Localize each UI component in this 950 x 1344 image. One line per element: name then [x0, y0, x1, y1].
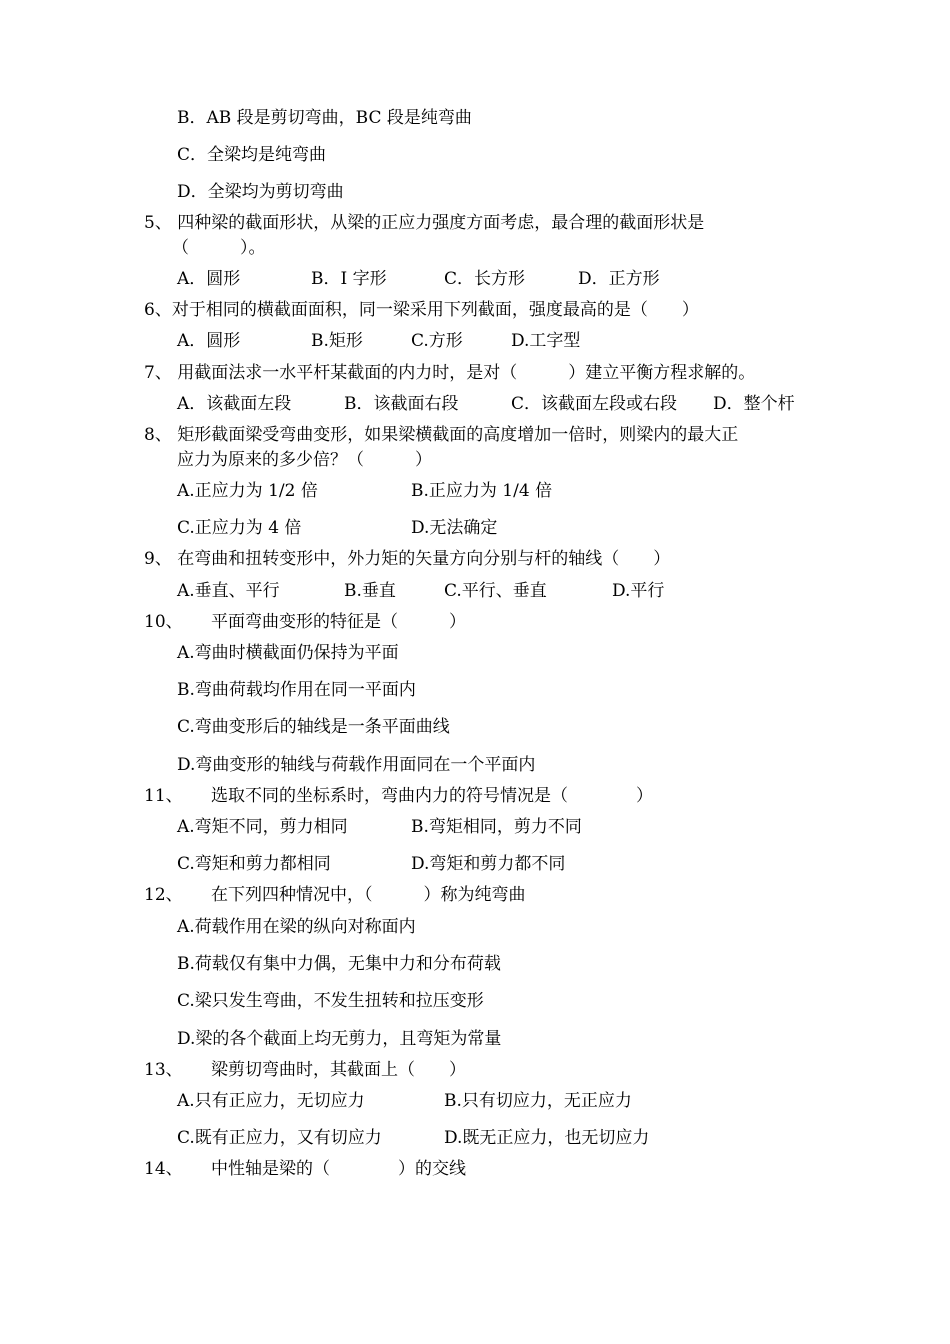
text-line: D.既无正应力，也无切应力: [444, 1128, 650, 1148]
text-line: B.弯矩相同，剪力不同: [411, 817, 582, 837]
text-line: C．长方形: [444, 269, 526, 289]
text-line: A.垂直、平行: [177, 581, 280, 601]
text-line: 8、 矩形截面梁受弯曲变形，如果梁横截面的高度增加一倍时，则梁内的最大正: [144, 425, 739, 445]
text-line: 选取不同的坐标系时，弯曲内力的符号情况是（ ）: [211, 786, 653, 806]
text-line: D.弯曲变形的轴线与荷载作用面同在一个平面内: [177, 755, 536, 775]
text-line: C．全梁均是纯弯曲: [177, 145, 327, 165]
text-line: B．该截面右段: [344, 394, 459, 414]
text-line: 7、 用截面法求一水平杆某截面的内力时，是对（ ）建立平衡方程求解的。: [144, 363, 756, 383]
text-line: A.弯矩不同，剪力相同: [177, 817, 348, 837]
text-line: A．圆形: [177, 269, 241, 289]
text-line: 11、: [144, 786, 183, 806]
text-line: C.梁只发生弯曲，不发生扭转和拉压变形: [177, 991, 484, 1011]
text-line: C.既有正应力，又有切应力: [177, 1128, 382, 1148]
text-line: 13、: [144, 1060, 183, 1080]
text-line: D.弯矩和剪力都不同: [411, 854, 566, 874]
text-line: D．整个杆: [713, 394, 795, 414]
text-line: 应力为原来的多少倍？（ ）: [177, 450, 432, 470]
text-line: C.正应力为 4 倍: [177, 518, 302, 538]
text-line: 12、: [144, 885, 183, 905]
text-line: C.方形: [411, 331, 463, 351]
text-line: 平面弯曲变形的特征是（ ）: [211, 612, 466, 632]
text-line: A．圆形: [177, 331, 241, 351]
text-line: B.荷载仅有集中力偶，无集中力和分布荷载: [177, 954, 501, 974]
text-line: A.弯曲时横截面仍保持为平面: [177, 643, 399, 663]
text-line: （ ）。: [172, 238, 266, 258]
text-line: B.正应力为 1/4 倍: [411, 481, 553, 501]
text-line: D.无法确定: [411, 518, 498, 538]
text-line: 14、: [144, 1159, 183, 1179]
text-line: C.弯矩和剪力都相同: [177, 854, 331, 874]
text-line: C.平行、垂直: [444, 581, 547, 601]
text-line: B.只有切应力，无正应力: [444, 1091, 632, 1111]
text-line: 6、对于相同的横截面面积，同一梁采用下列截面，强度最高的是（ ）: [144, 300, 699, 320]
text-line: C．该截面左段或右段: [511, 394, 678, 414]
text-line: 5、 四种梁的截面形状，从梁的正应力强度方面考虑，最合理的截面形状是: [144, 213, 705, 233]
text-line: A.正应力为 1/2 倍: [177, 481, 318, 501]
text-line: D.工字型: [511, 331, 581, 351]
text-line: 10、: [144, 612, 183, 632]
text-line: 中性轴是梁的（ ）的交线: [211, 1159, 466, 1179]
text-line: A．该截面左段: [177, 394, 292, 414]
text-line: A.只有正应力，无切应力: [177, 1091, 365, 1111]
text-line: D.梁的各个截面上均无剪力，且弯矩为常量: [177, 1029, 502, 1049]
text-line: A.荷载作用在梁的纵向对称面内: [177, 917, 416, 937]
text-line: B．I 字形: [311, 269, 387, 289]
text-line: C.弯曲变形后的轴线是一条平面曲线: [177, 717, 450, 737]
text-line: 在下列四种情况中，（ ）称为纯弯曲: [211, 885, 526, 905]
text-line: B.矩形: [311, 331, 363, 351]
text-line: 梁剪切弯曲时，其截面上（ ）: [211, 1060, 466, 1080]
text-line: D.平行: [612, 581, 665, 601]
text-line: B．AB 段是剪切弯曲，BC 段是纯弯曲: [177, 108, 472, 128]
text-line: D．全梁均为剪切弯曲: [177, 182, 344, 202]
text-line: D．正方形: [578, 269, 660, 289]
text-line: B.垂直: [344, 581, 396, 601]
text-line: 9、 在弯曲和扭转变形中，外力矩的矢量方向分别与杆的轴线（ ）: [144, 549, 671, 569]
text-line: B.弯曲荷载均作用在同一平面内: [177, 680, 416, 700]
